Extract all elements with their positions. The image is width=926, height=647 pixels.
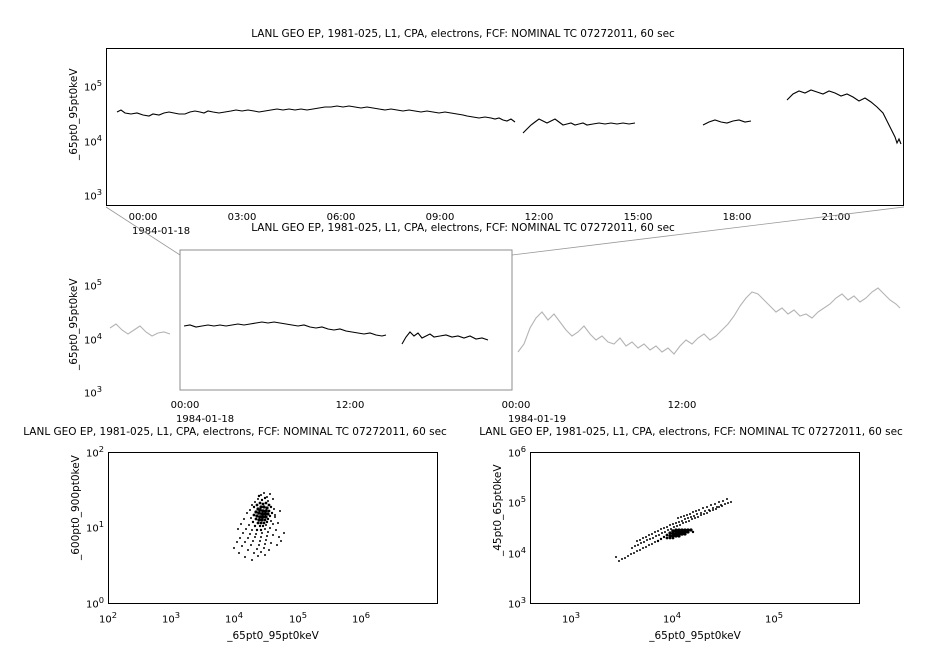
- middle-ytick-1e5: $10^5$: [83, 277, 102, 293]
- br-xtick-1e4: $10^4$: [662, 610, 682, 626]
- bottom-left-title: LANL GEO EP, 1981-025, L1, CPA, electrons, FCF: NOMINAL TC 07272011, 60 sec: [23, 426, 447, 438]
- bl-xtick-1e6: $10^6$: [351, 610, 371, 626]
- bottom-right-title: LANL GEO EP, 1981-025, L1, CPA, electrons, FCF: NOMINAL TC 07272011, 60 sec: [479, 426, 903, 438]
- bl-xtick-1e5: $10^5$: [288, 610, 308, 626]
- bottom-left-plot-area[interactable]: [108, 452, 438, 604]
- top-xtick-0900: 09:00: [425, 212, 455, 223]
- middle-date-label-left: 1984-01-18: [176, 414, 235, 425]
- bottom-left-ylabel: _600pt0_900pt0keV: [70, 455, 82, 560]
- top-date-label: 1984-01-18: [132, 226, 191, 237]
- middle-xtick-1200a: 12:00: [335, 400, 365, 411]
- br-scatter-points: [615, 498, 732, 562]
- middle-xtick-0000b: 00:00: [501, 400, 531, 411]
- top-xtick-0600: 06:00: [326, 212, 356, 223]
- top-xtick-0300: 03:00: [227, 212, 257, 223]
- bl-xtick-1e4: $10^4$: [224, 610, 244, 626]
- middle-xtick-0000a: 00:00: [170, 400, 200, 411]
- middle-context-before: [110, 324, 170, 336]
- middle-date-label-right: 1984-01-19: [508, 414, 567, 425]
- top-series-seg4: [787, 90, 901, 144]
- bottom-left-xlabel: _65pt0_95pt0keV: [227, 630, 319, 642]
- bl-ytick-1e1: $10^1$: [85, 519, 104, 535]
- top-xtick-0000: 00:00: [128, 212, 158, 223]
- bottom-right-plot-area[interactable]: [530, 452, 860, 604]
- middle-series-svg: [106, 248, 904, 394]
- top-series-seg3: [703, 120, 751, 125]
- top-ytick-1e5: $10^5$: [83, 78, 102, 94]
- bl-xtick-1e3: $10^3$: [161, 610, 181, 626]
- bl-scatter-points: [233, 492, 285, 561]
- middle-ytick-1e3: $10^3$: [83, 384, 102, 400]
- middle-panel-ylabel: _65pt0_95pt0keV: [68, 278, 80, 370]
- top-xtick-1200: 12:00: [524, 212, 554, 223]
- bl-xtick-1e2: $10^2$: [98, 610, 118, 626]
- top-plot-area[interactable]: [106, 48, 904, 206]
- middle-panel-title: LANL GEO EP, 1981-025, L1, CPA, electrons, FCF: NOMINAL TC 07272011, 60 sec: [251, 222, 675, 234]
- top-panel-title: LANL GEO EP, 1981-025, L1, CPA, electrons, FCF: NOMINAL TC 07272011, 60 sec: [251, 28, 675, 40]
- top-xtick-2100: 21:00: [821, 212, 851, 223]
- top-series-seg2: [523, 119, 635, 133]
- br-ytick-1e6: $10^6$: [507, 444, 526, 460]
- middle-selection-box: [180, 250, 512, 390]
- bl-ytick-1e0: $10^0$: [85, 595, 104, 611]
- bottom-right-ylabel: _45pt0_65pt0keV: [492, 464, 504, 556]
- middle-selected-seg1: [184, 322, 386, 336]
- top-ytick-1e3: $10^3$: [83, 187, 102, 203]
- middle-context-after: [518, 288, 900, 354]
- top-series-svg: [107, 49, 904, 206]
- br-ytick-1e3: $10^3$: [507, 595, 526, 611]
- top-panel-ylabel: _65pt0_95pt0keV: [68, 68, 80, 160]
- middle-selected-seg2: [402, 332, 488, 344]
- top-series-seg1: [117, 106, 515, 122]
- bottom-right-xlabel: _65pt0_95pt0keV: [649, 630, 741, 642]
- br-xtick-1e5: $10^5$: [764, 610, 784, 626]
- bottom-left-scatter-svg: [109, 453, 438, 604]
- bottom-right-scatter-svg: [531, 453, 860, 604]
- middle-ytick-1e4: $10^4$: [83, 331, 102, 347]
- top-xtick-1500: 15:00: [623, 212, 653, 223]
- top-xtick-1800: 18:00: [722, 212, 752, 223]
- bl-ytick-1e2: $10^2$: [85, 444, 104, 460]
- br-ytick-1e4: $10^4$: [507, 545, 526, 561]
- br-ytick-1e5: $10^5$: [507, 494, 526, 510]
- br-xtick-1e3: $10^3$: [561, 610, 581, 626]
- middle-xtick-1200b: 12:00: [667, 400, 697, 411]
- middle-plot-area[interactable]: [106, 248, 904, 394]
- top-ytick-1e4: $10^4$: [83, 133, 102, 149]
